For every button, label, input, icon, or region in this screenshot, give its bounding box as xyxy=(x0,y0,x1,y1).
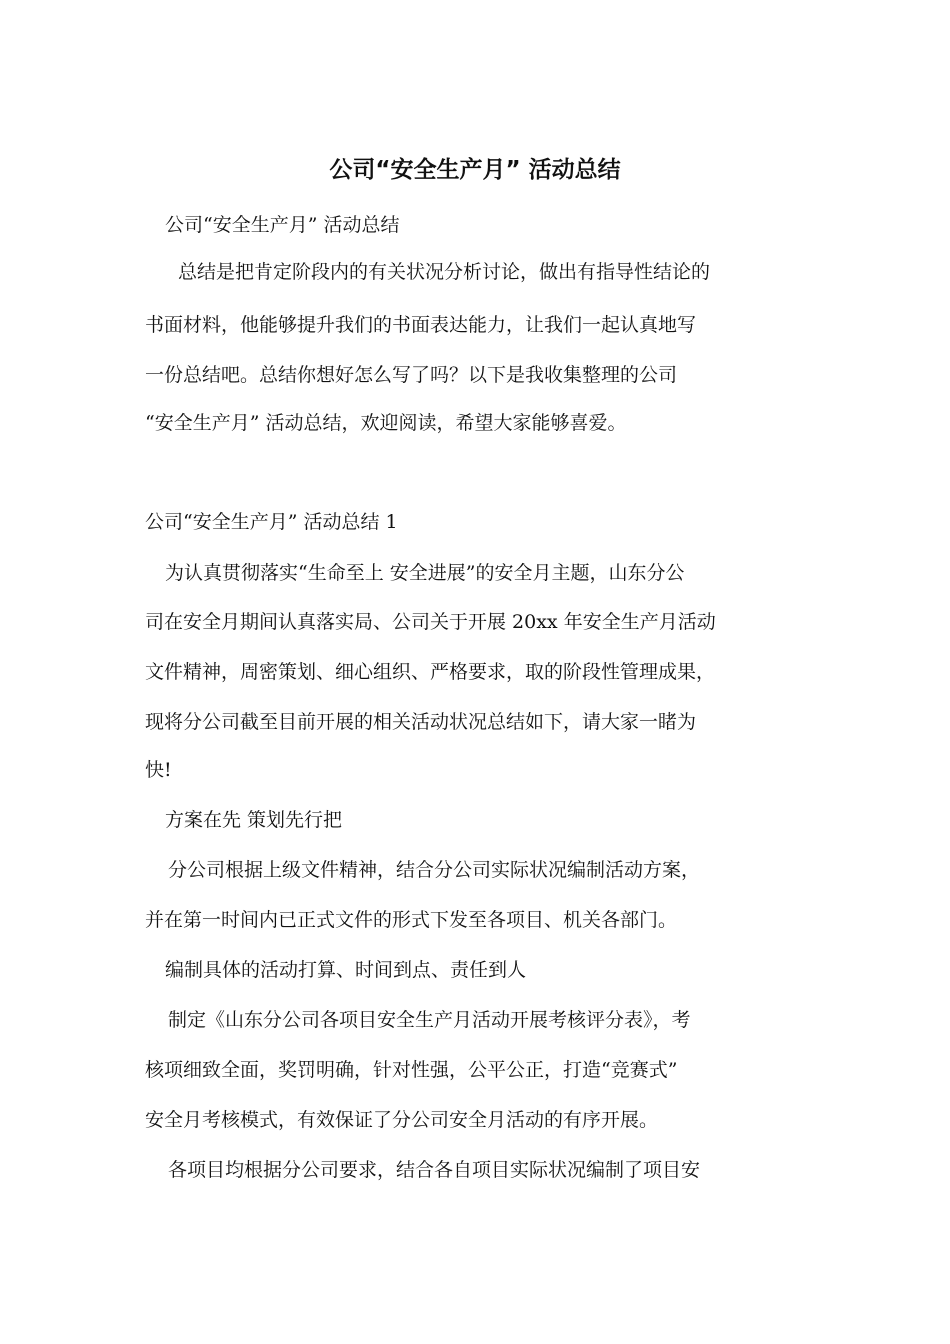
intro-line: “安全生产月” 活动总结，欢迎阅读，希望大家能够喜爱。 xyxy=(145,412,627,434)
body-line: 文件精神，周密策划、细心组织、严格要求，取的阶段性管理成果， xyxy=(145,661,716,683)
section-heading: 公司“安全生产月” 活动总结 1 xyxy=(145,511,398,533)
body-line: 分公司根据上级文件精神，结合分公司实际状况编制活动方案， xyxy=(168,859,701,881)
body-line: 安全月考核模式，有效保证了分公司安全月活动的有序开展。 xyxy=(145,1109,659,1131)
intro-line: 一份总结吧。总结你想好怎么写了吗？以下是我收集整理的公司 xyxy=(145,364,678,386)
body-line: 制定《山东分公司各项目安全生产月活动开展考核评分表》，考 xyxy=(168,1009,691,1031)
intro-line: 总结是把肯定阶段内的有关状况分析讨论，做出有指导性结论的 xyxy=(178,261,711,283)
body-line: 现将分公司截至目前开展的相关活动状况总结如下，请大家一睹为 xyxy=(145,711,697,733)
body-line: 并在第一时间内已正式文件的形式下发至各项目、机关各部门。 xyxy=(145,909,678,931)
body-line: 核项细致全面，奖罚明确，针对性强，公平公正，打造“竞赛式” xyxy=(145,1059,678,1081)
body-line: 快! xyxy=(145,759,172,781)
intro-line: 书面材料，他能够提升我们的书面表达能力，让我们一起认真地写 xyxy=(145,314,697,336)
subtitle-line: 公司“安全生产月” 活动总结 xyxy=(165,214,400,236)
document-title: 公司“安全生产月” 活动总结 xyxy=(329,157,621,183)
body-line: 各项目均根据分公司要求，结合各自项目实际状况编制了项目安 xyxy=(168,1159,701,1181)
body-line: 为认真贯彻落实“生命至上 安全进展”的安全月主题，山东分公 xyxy=(165,562,685,584)
subheading-line: 编制具体的活动打算、时间到点、责任到人 xyxy=(165,959,527,981)
body-line: 司在安全月期间认真落实局、公司关于开展 20xx 年安全生产月活动 xyxy=(145,611,716,633)
subheading-line: 方案在先 策划先行把 xyxy=(165,809,343,831)
